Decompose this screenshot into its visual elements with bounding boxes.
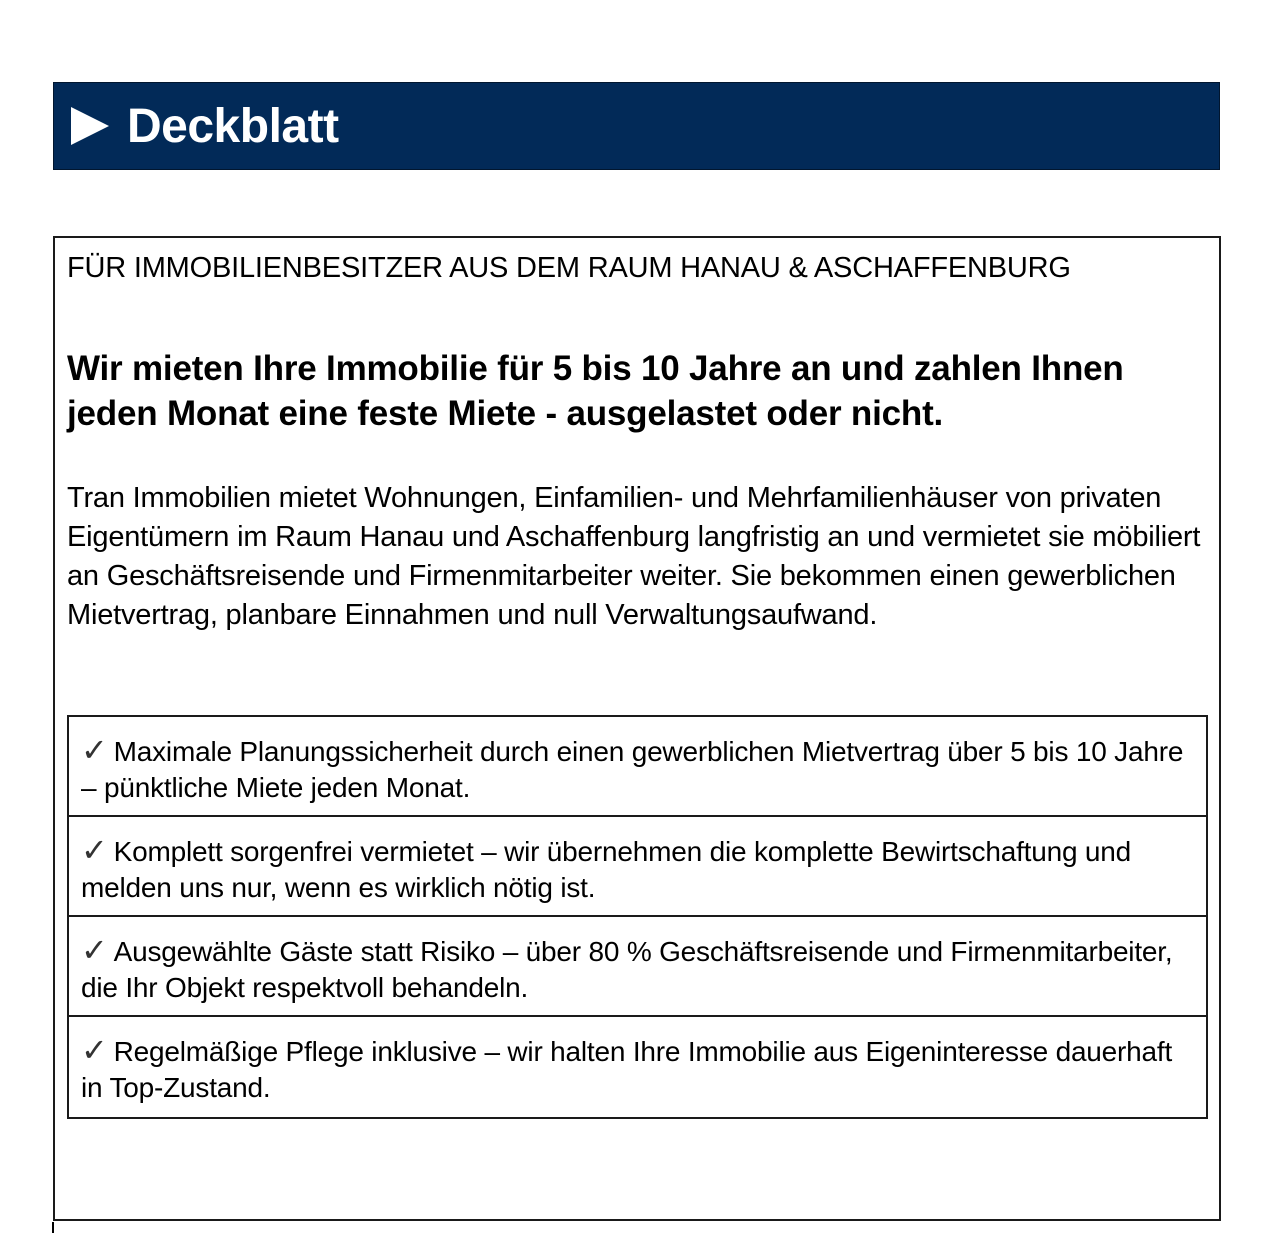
benefit-text: Maximale Planungssicherheit durch einen gewerblichen Mietvertrag über 5 bis 10 Jahre – pünktliche Miete jeden Monat.: [81, 736, 1184, 803]
benefit-row: [69, 717, 1206, 817]
checkmark-icon: ✓: [81, 831, 108, 869]
benefit-row: [69, 917, 1206, 1017]
play-arrow-icon: [71, 107, 109, 145]
benefit-text: Ausgewählte Gäste statt Risiko – über 80 % Geschäftsreisende und Firmenmitarbeiter, die Ihr Objekt respektvoll behandeln.: [81, 936, 1173, 1003]
checkmark-icon: ✓: [81, 1031, 108, 1069]
kicker-text: FÜR IMMOBILIENBESITZER AUS DEM RAUM HANAU & ASCHAFFENBURG: [67, 252, 1071, 284]
intro-paragraph: Tran Immobilien mietet Wohnungen, Einfamilien- und Mehrfamilienhäuser von privaten Eigentümern im Raum Hanau und Aschaffenburg langfristig an und vermietet sie möbiliert an Geschäftsreisende und Firmenmitarbeiter weiter. Sie bekommen einen gewerblichen Mietvertrag, planbare Einnahmen und null Verwaltungsaufwand.: [67, 482, 1201, 631]
section-header: [53, 82, 1220, 170]
benefit-row: [69, 817, 1206, 917]
benefits-table: [67, 715, 1208, 1119]
benefit-text: Komplett sorgenfrei vermietet – wir übernehmen die komplette Bewirtschaftung und melden uns nur, wenn es wirklich nötig ist.: [81, 836, 1132, 903]
checkmark-icon: ✓: [81, 731, 108, 769]
page-edge-mark: [52, 1222, 54, 1233]
benefit-row: [69, 1017, 1206, 1117]
section-title: Deckblatt: [127, 99, 339, 153]
cover-card: [53, 236, 1221, 1221]
benefit-text: Regelmäßige Pflege inklusive – wir halten Ihre Immobilie aus Eigeninteresse dauerhaft in Top-Zustand.: [81, 1036, 1173, 1103]
checkmark-icon: ✓: [81, 931, 108, 969]
headline: Wir mieten Ihre Immobilie für 5 bis 10 Jahre an und zahlen Ihnen jeden Monat eine feste Miete - ausgelastet oder nicht.: [67, 349, 1124, 433]
